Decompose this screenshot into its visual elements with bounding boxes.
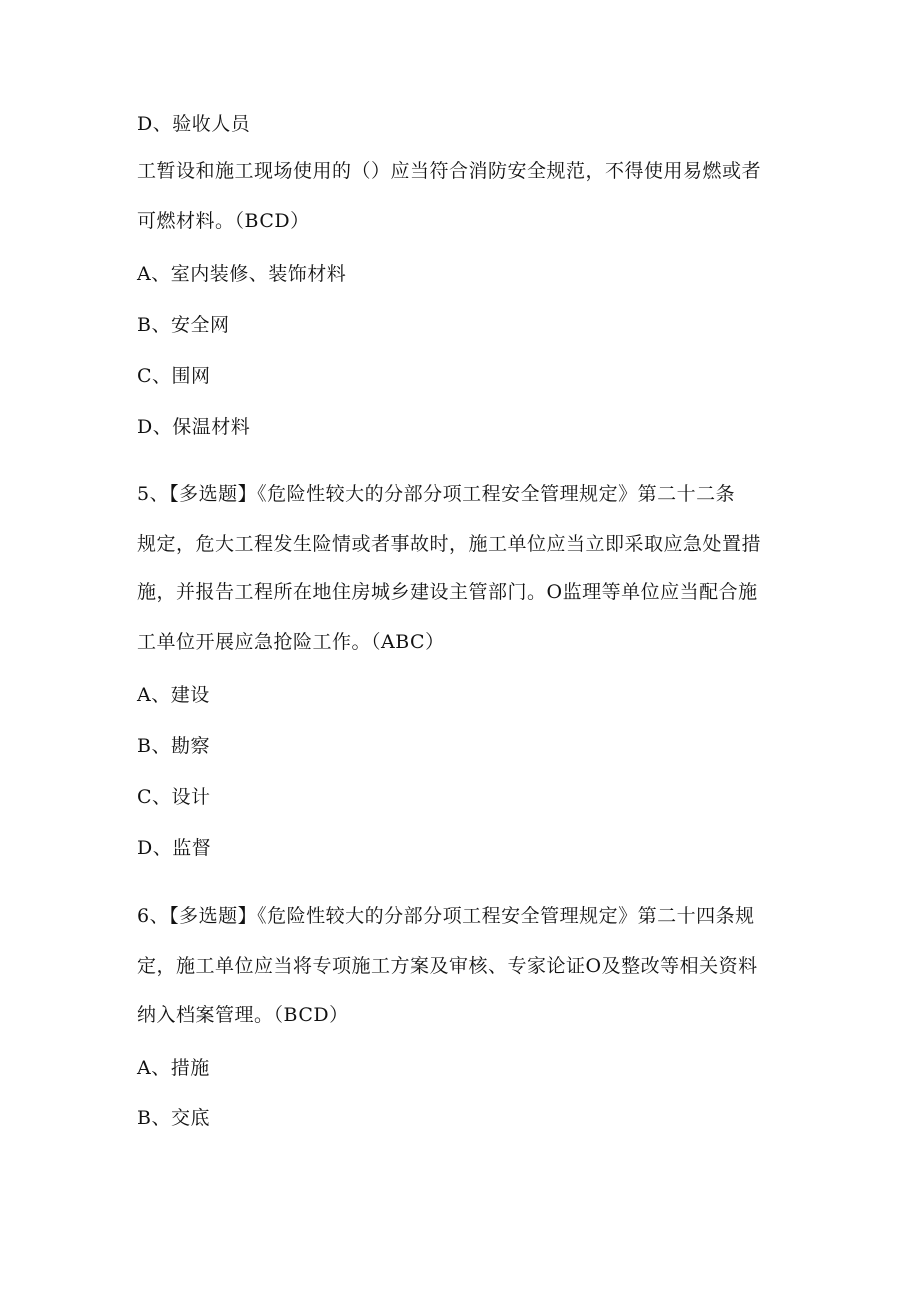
- question-6-option-a: A、措施: [137, 1057, 210, 1079]
- question-5-option-d: D、监督: [137, 837, 212, 859]
- question-6-line-3: 纳入档案管理。（BCD）: [137, 1004, 349, 1026]
- question-5-line-2: 规定，危大工程发生险情或者事故时，施工单位应当立即采取应急处置措: [137, 533, 762, 555]
- question-5-option-b: B、勘察: [137, 735, 210, 757]
- question-5-line-3: 施，并报告工程所在地住房城乡建设主管部门。O监理等单位应当配合施: [137, 581, 758, 603]
- question-4-option-a: A、室内装修、装饰材料: [137, 263, 347, 285]
- question-4-line-1: 工暂设和施工现场使用的（）应当符合消防安全规范，不得使用易燃或者: [137, 160, 762, 182]
- question-4-option-b: B、安全网: [137, 314, 230, 336]
- question-5-line-1: 5、【多选题】《危险性较大的分部分项工程安全管理规定》第二十二条: [137, 483, 736, 505]
- question-4-option-c: C、围网: [137, 365, 211, 387]
- question-6-line-2: 定，施工单位应当将专项施工方案及审核、专家论证O及整改等相关资料: [137, 955, 758, 977]
- question-4-option-d: D、保温材料: [137, 416, 251, 438]
- question-5-line-4: 工单位开展应急抢险工作。（ABC）: [137, 631, 445, 653]
- question-6-option-b: B、交底: [137, 1107, 210, 1129]
- question-5-option-a: A、建设: [137, 684, 210, 706]
- question-5-option-c: C、设计: [137, 786, 211, 808]
- question-4-line-2: 可燃材料。（BCD）: [137, 210, 310, 232]
- prev-option-d: D、验收人员: [137, 113, 251, 135]
- question-6-line-1: 6、【多选题】《危险性较大的分部分项工程安全管理规定》第二十四条规: [137, 905, 755, 927]
